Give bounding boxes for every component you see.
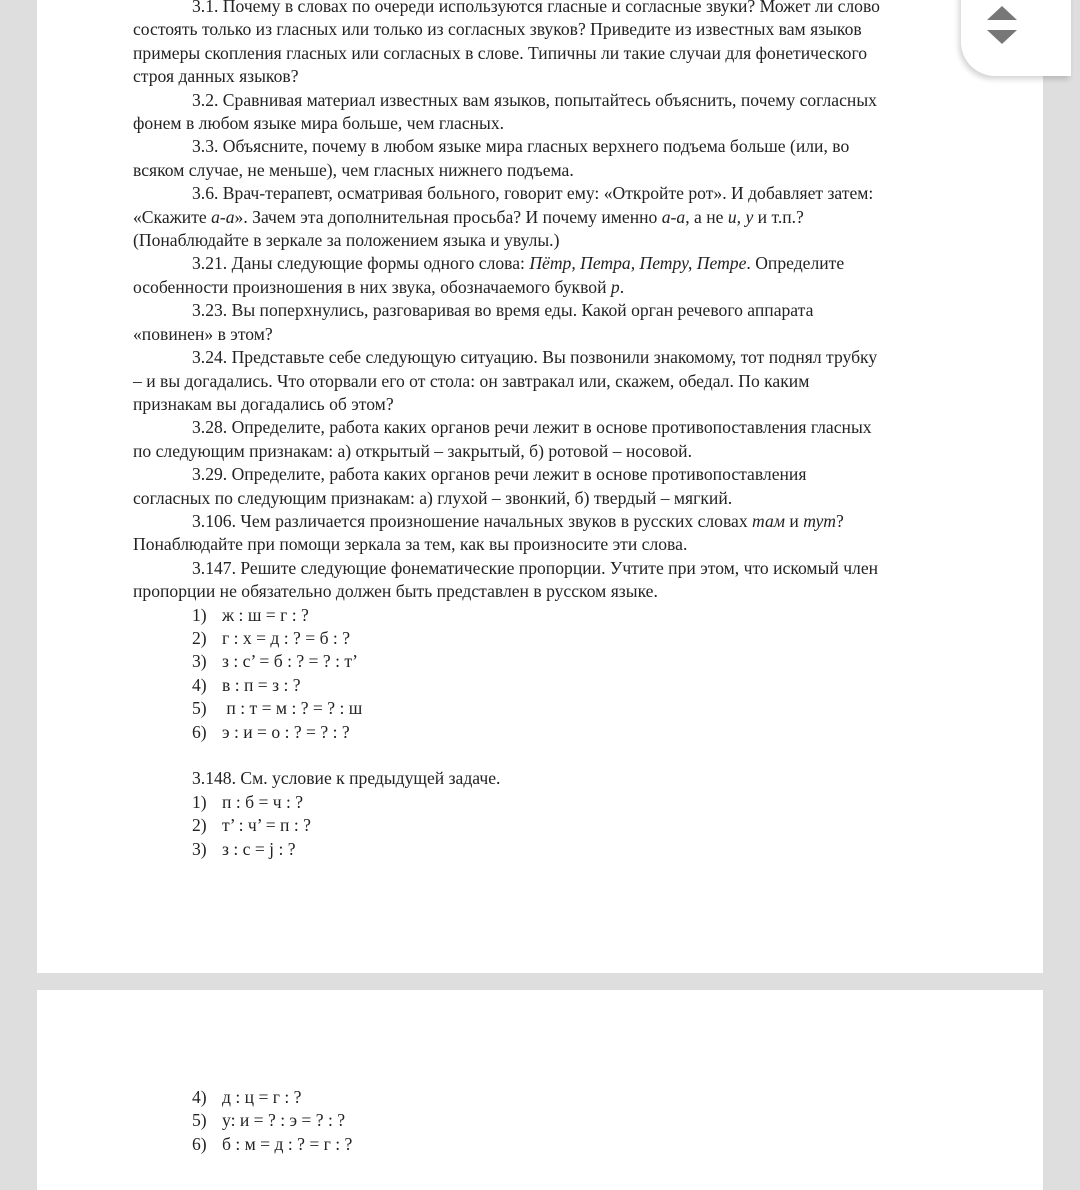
text-fragment: и <box>785 510 804 531</box>
item-index: 1) <box>192 604 207 625</box>
text-line <box>133 206 995 229</box>
list-item <box>133 650 995 673</box>
item-index: 2) <box>192 627 207 648</box>
text-fragment: 3.21. Даны следующие формы одного слова: <box>192 253 530 274</box>
proportion-text: п : т = м : ? = ? : ш <box>222 698 363 719</box>
item-index: 6) <box>192 721 207 742</box>
list-item <box>133 814 995 837</box>
text-line: Понаблюдайте при помощи зеркала за тем, как вы произносите эти слова. <box>133 534 688 555</box>
text-fragment: , а не <box>685 206 728 227</box>
text-line: 3.3. Объясните, почему в любом языке мира гласных верхнего подъема больше (или, во <box>192 136 850 157</box>
text-line <box>133 276 995 299</box>
text-line: всяком случае, не меньше), чем гласных нижнего подъема. <box>133 159 574 180</box>
proportion-text: д : ц = г : ? <box>222 1087 302 1107</box>
question-3-21 <box>133 252 995 299</box>
text-line: признакам вы догадались об этом? <box>133 393 394 414</box>
item-index: 5) <box>192 698 207 719</box>
italic-example: а-а <box>211 206 235 227</box>
text-line: 3.28. Определите, работа каких органов речи лежит в основе противопоставления гласных <box>192 417 872 438</box>
text-line: 3.29. Определите, работа каких органов речи лежит в основе противопоставления <box>192 464 807 485</box>
question-3-28 <box>133 416 995 463</box>
question-3-3 <box>133 135 995 182</box>
question-3-1 <box>133 0 995 89</box>
text-line: 3.6. Врач-терапевт, осматривая больного, говорит ему: «Откройте рот». И добавляет затем: <box>192 183 874 204</box>
list-item <box>133 1133 995 1156</box>
text-line: 3.147. Решите следующие фонематические пропорции. Учтите при этом, что искомый член <box>192 557 879 578</box>
text-fragment: . <box>619 276 625 297</box>
question-3-29 <box>133 463 995 510</box>
text-line: согласных по следующим признакам: а) глухой – звонкий, б) твердый – мягкий. <box>133 487 733 508</box>
proportion-text: в : п = з : ? <box>222 674 301 695</box>
text-line: «повинен» в этом? <box>133 323 273 344</box>
text-line: по следующим признакам: а) открытый – закрытый, б) ротовой – носовой. <box>133 440 692 461</box>
proportion-text: э : и = о : ? = ? : ? <box>222 721 350 742</box>
item-index: 6) <box>192 1133 207 1154</box>
text-fragment: . Определите <box>746 253 845 274</box>
italic-example: р <box>610 276 620 297</box>
proportion-text: б : м = д : ? = г : ? <box>222 1133 353 1154</box>
list-item <box>133 721 995 744</box>
page-scroll-control[interactable] <box>961 0 1071 76</box>
proportion-text: з : с = j : ? <box>222 838 296 859</box>
list-item <box>133 697 995 720</box>
text-fragment: 3.106. Чем различается произношение начальных звуков в русских словах <box>192 510 753 531</box>
page-2-content <box>133 1086 995 1156</box>
list-item <box>133 1086 995 1109</box>
proportion-text: п : б = ч : ? <box>222 791 304 812</box>
text-line: 3.1. Почему в словах по очереди используются гласные и согласные звуки? Может ли слово <box>192 0 880 16</box>
text-line: 3.2. Сравнивая материал известных вам языков, попытайтесь объяснить, почему согласных <box>192 89 877 110</box>
arrow-down-icon[interactable] <box>987 30 1017 44</box>
text-line: 3.24. Представьте себе следующую ситуацию. Вы позвонили знакомому, тот поднял трубку <box>192 347 878 368</box>
text-fragment: и т.п.? <box>753 206 804 227</box>
italic-example: а-а <box>661 206 686 227</box>
list-item <box>133 838 995 861</box>
text-line: (Понаблюдайте в зеркале за положением языка и увулы.) <box>133 230 560 251</box>
document-page-2 <box>37 990 1043 1190</box>
item-index: 4) <box>192 1087 207 1107</box>
text-line: строя данных языков? <box>133 66 299 87</box>
text-fragment: ? <box>836 510 844 531</box>
arrow-up-icon[interactable] <box>987 6 1017 20</box>
page-1-content <box>133 0 995 861</box>
text-fragment: «Скажите <box>133 206 212 227</box>
question-3-147 <box>133 557 995 604</box>
proportion-text: г : х = д : ? = б : ? <box>222 627 351 648</box>
item-index: 1) <box>192 791 207 812</box>
proportion-text: ж : ш = г : ? <box>222 604 309 625</box>
proportion-text: у: и = ? : э = ? : ? <box>222 1110 346 1131</box>
item-index: 2) <box>192 815 207 836</box>
proportion-text: т’ : ч’ = п : ? <box>222 815 311 836</box>
italic-example: тут <box>803 510 837 531</box>
text-line <box>133 510 995 533</box>
list-item <box>133 674 995 697</box>
list-item <box>133 627 995 650</box>
document-page-1 <box>37 0 1043 973</box>
list-item <box>133 604 995 627</box>
text-line: пропорции не обязательно должен быть представлен в русском языке. <box>133 581 658 602</box>
text-line: 3.148. См. условие к предыдущей задаче. <box>192 768 501 789</box>
proportion-text: з : с’ = б : ? = ? : т’ <box>222 651 358 672</box>
italic-example: там <box>752 510 785 531</box>
item-index: 4) <box>192 674 207 695</box>
list-item <box>133 1109 995 1132</box>
list-item <box>133 791 995 814</box>
item-index: 5) <box>192 1110 207 1131</box>
text-line: примеры скопления гласных или согласных в слове. Типичны ли такие случаи для фонетического <box>133 42 868 63</box>
question-3-6 <box>133 182 995 252</box>
text-line: фонем в любом языке мира больше, чем гласных. <box>133 113 505 134</box>
question-3-23 <box>133 299 995 346</box>
text-line: 3.23. Вы поперхнулись, разговаривая во время еды. Какой орган речевого аппарата <box>192 300 814 321</box>
question-3-148 <box>133 767 995 790</box>
text-line <box>133 252 995 275</box>
proportions-list-3-148 <box>133 791 995 861</box>
item-index: 3) <box>192 838 207 859</box>
question-3-2 <box>133 89 995 136</box>
blank-line <box>133 744 995 767</box>
question-3-106 <box>133 510 995 557</box>
text-line: состоять только из гласных или только из согласных звуков? Приведите из известных вам языков <box>133 19 862 40</box>
text-fragment: особенности произношения в них звука, обозначаемого буквой <box>133 276 611 297</box>
question-3-24 <box>133 346 995 416</box>
proportions-list-3-147 <box>133 604 995 744</box>
text-line: – и вы догадались. Что оторвали его от стола: он завтракал или, скажем, обедал. По каким <box>133 370 810 391</box>
italic-example: Пётр, Петра, Петру, Петре <box>529 253 747 274</box>
text-fragment: ». Зачем эта дополнительная просьба? И почему именно <box>234 206 662 227</box>
item-index: 3) <box>192 651 207 672</box>
proportions-list-3-148-continued <box>133 1086 995 1156</box>
italic-example: и, у <box>727 206 754 227</box>
